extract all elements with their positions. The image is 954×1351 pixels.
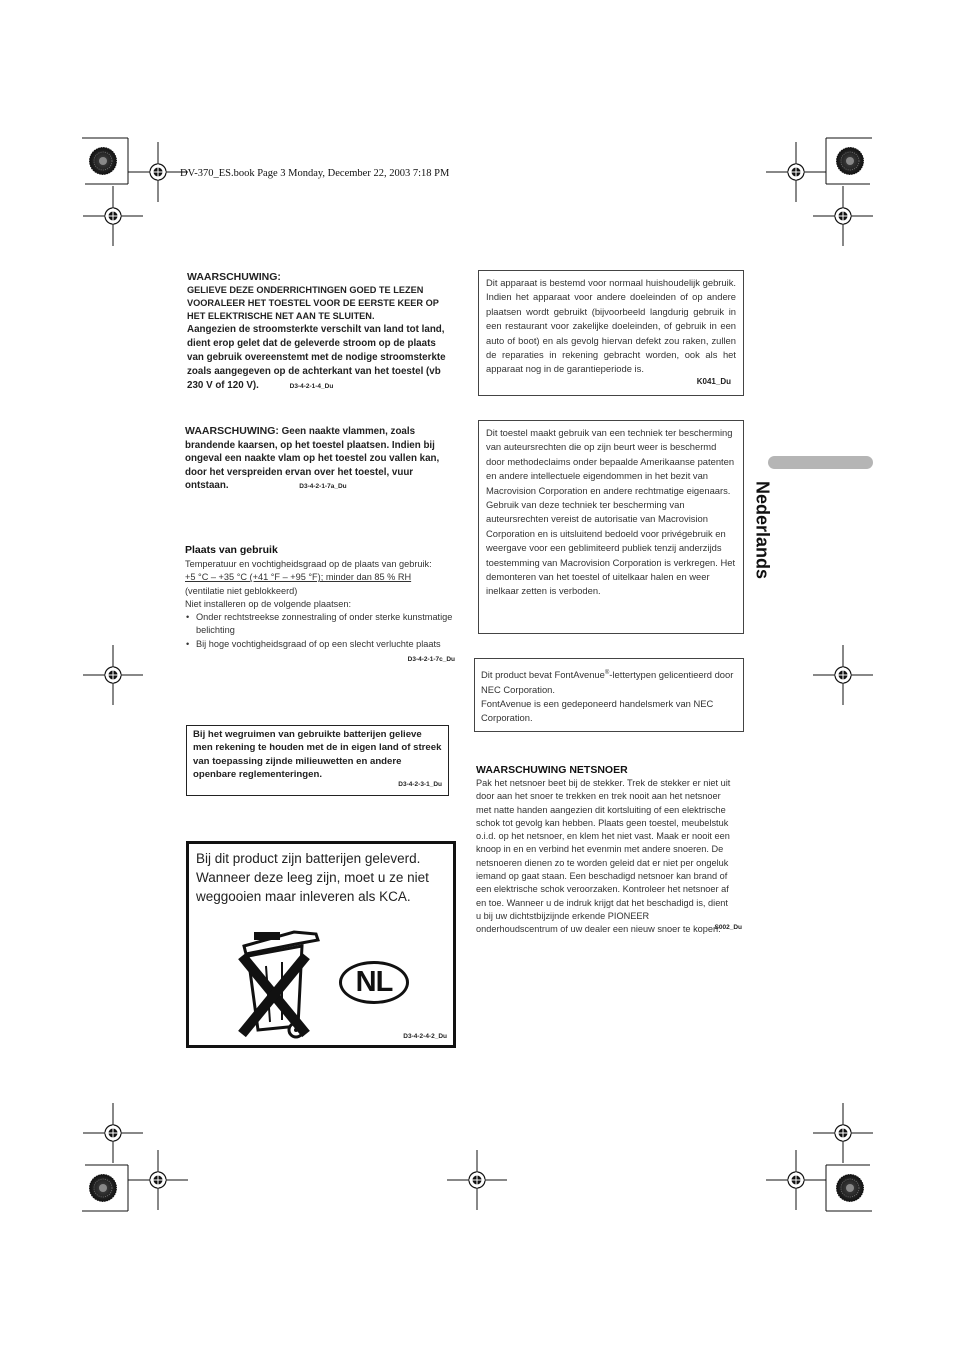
placement-list: [185, 611, 455, 664]
registration-mark-top-left-2: [83, 186, 143, 246]
warning-voltage-caps: GELIEVE DEZE ONDERRICHTINGEN GOED TE LEZEN VOORALEER HET TOESTEL VOOR DE EERSTE KEER OP HET ELEKTRISCHE NET AAN TE SLUITEN.: [187, 285, 439, 321]
power-cord-text: Pak het netsnoer beet bij de stekker. Trek de stekker er niet uit door aan het snoer te trekken en trek nooit aan het netsnoer met natte handen aangezien dit kortsluiting of een elektrische schok tot gevolg kan hebben. Plaats geen toestel, meubelstuk o.i.d. op het netsnoer, en klem het niet vast. Maak er nooit een knoop in en en verbind het evenmin met andere snoeren. De netsnoeren dienen zo te worden geleid dat er niet per ongeluk iemand op gaat staan. Een beschadigd netsnoer kan brand of een elektrische schok veroorzaken. Kontroleer het netsnoer af en toe. Wanneer u de indruk krijgt dat het beschadigd is, dient u bij uw dichtstbijzijnde erkende PIONEER onderhoudscentrum of uw dealer een nieuw snoer te kopen.: [476, 778, 731, 935]
registration-mark-bottom-left-1: [83, 1103, 143, 1163]
print-header-line: DV-370_ES.book Page 3 Monday, December 22, 2003 7:18 PM: [180, 168, 450, 179]
star-target-top-right: [836, 147, 864, 175]
copyright-protection-text: Dit toestel maakt gebruik van een techniek ter bescherming van auteursrechten die op zijn beurt weer is beschermd door methodeclaims onder bepaalde Amerikaanse patenten en andere intellectuele eigendommen in het bezit van Macrovision Corporation en andere rechtmatige eigenaars. Gebruik van deze techniek ter bescherming van auteursrechten vereist de autorisatie van Macrovision Corporation en is uitsluitend bedoeld voor privégebruik en weergave voor een geblimiteerd publiek tenzij anderzijds toestemming van Macrovision Corporation is verkregen. Het demonteren van het toestel of uitelkaar halen en weer inelkaar zetten is verboden.: [486, 427, 736, 597]
placement-range: +5 °C – +35 °C (+41 °F – +95 °F); minder dan 85 % RH: [185, 572, 412, 583]
placement-ventilation: (ventilatie niet geblokkeerd): [185, 585, 298, 596]
warning-flames-section: [185, 425, 453, 494]
warning-flames-code: D3-4-2-1-7a_Du: [299, 483, 347, 491]
warning-voltage-code: D3-4-2-1-4_Du: [289, 383, 334, 390]
household-use-box: [478, 270, 744, 396]
registration-mark-mid-right: [813, 645, 873, 705]
battery-disposal-box: [186, 725, 449, 796]
registration-mark-bottom-right-1: [813, 1103, 873, 1163]
registration-mark-top-right-1: [766, 142, 826, 202]
font-license-line2: FontAvenue is een gedeponeerd handelsmerk van NEC Corporation.: [481, 697, 714, 724]
warning-voltage-heading: WAARSCHUWING:: [187, 271, 281, 283]
household-use-code: K041_Du: [696, 376, 731, 386]
list-item: • Bij hoge vochtigheidsgraad of op een slecht verluchte plaats D3-4-2-1-7c_Du: [185, 638, 455, 651]
power-cord-code: S002_Du: [714, 924, 742, 932]
warning-voltage-body: Aangezien de stroomsterkte verschilt van land tot land, dient erop gelet dat de geleverde stroom op de plaats van gebruik overeenstemt met de nodige stroomsterkte zoals aangegeven op de achterkant van het toestel (vb 230 V of 120 V).: [187, 324, 446, 391]
star-target-bottom-right: [836, 1174, 864, 1202]
star-target-top-left: [89, 147, 117, 175]
nl-country-badge: [339, 961, 409, 1004]
battery-disposal-text: Bij het wegruimen van gebruikte batterijen gelieve men rekening te houden met de in eigen land of streek van toepassing zijnde milieuwetten en andere openbare reglementeringen.: [193, 729, 442, 781]
copyright-protection-box: [478, 420, 744, 634]
registration-mark-bottom-center: [447, 1150, 507, 1210]
placement-code: D3-4-2-1-7c_Du: [407, 656, 455, 664]
power-cord-heading: WAARSCHUWING NETSNOER: [476, 764, 628, 776]
nl-label: NL: [355, 966, 393, 998]
placement-heading: Plaats van gebruik: [185, 544, 278, 556]
power-cord-section: [476, 763, 744, 937]
list-item: • Onder rechtstreekse zonnestraling of onder sterke kunstmatige belichting: [185, 611, 455, 638]
registration-mark-top-left-1: [128, 142, 188, 202]
warning-voltage-section: [187, 270, 454, 394]
font-license-box: [474, 658, 744, 732]
kca-code: D3-4-2-4-2_Du: [403, 1033, 447, 1040]
warning-flames-body: Geen naakte vlammen, zoals brandende kaarsen, op het toestel plaatsen. Indien bij ongeval een naakte vlam op het toestel zou vallen kan, door het verspreiden ervan over het toestel, vuur ontstaan.: [185, 426, 440, 492]
registration-mark-bottom-right-2: [766, 1150, 826, 1210]
language-tab-label: Nederlands: [752, 480, 773, 580]
placement-avoid-line: Niet installeren op de volgende plaatsen:: [185, 598, 351, 609]
registration-mark-bottom-left-2: [128, 1150, 188, 1210]
warning-flames-heading: WAARSCHUWING:: [185, 425, 279, 437]
placement-temp-line: Temperatuur en vochtigheidsgraad op de plaats van gebruik:: [185, 559, 432, 569]
registration-mark-top-right-2: [813, 186, 873, 246]
kca-text: Bij dit product zijn batterijen geleverd. Wanneer deze leeg zijn, moet u ze niet weggooien maar inleveren als KCA.: [196, 851, 429, 904]
font-license-line1-end: -lettertypen gelicentieerd door NEC Corporation.: [481, 669, 734, 695]
battery-disposal-code: D3-4-2-3-1_Du: [398, 780, 442, 788]
crossed-out-bin-icon: [234, 926, 324, 1041]
font-license-line1: Dit product bevat FontAvenue: [481, 669, 605, 681]
registration-mark-mid-left: [83, 645, 143, 705]
star-target-bottom-left: [89, 1174, 117, 1202]
registered-mark: ®: [604, 670, 610, 676]
kca-battery-box: [186, 841, 456, 1048]
language-tab-bar: [768, 456, 873, 469]
household-use-text: Dit apparaat is bestemd voor normaal huishoudelijk gebruik. Indien het apparaat voor andere doeleinden of op andere plaatsen wordt gebruikt (bijvoorbeeld langdurig gebruik in een restaurant voor zakelijke doeleinden, of gebruik in een auto of boot) en als gevolg hiervan defekt zou raken, zullen de reparaties in rekening gebracht worden, ook als het apparaat nog in de garantieperiode is.: [486, 277, 736, 375]
placement-section: [185, 543, 455, 666]
